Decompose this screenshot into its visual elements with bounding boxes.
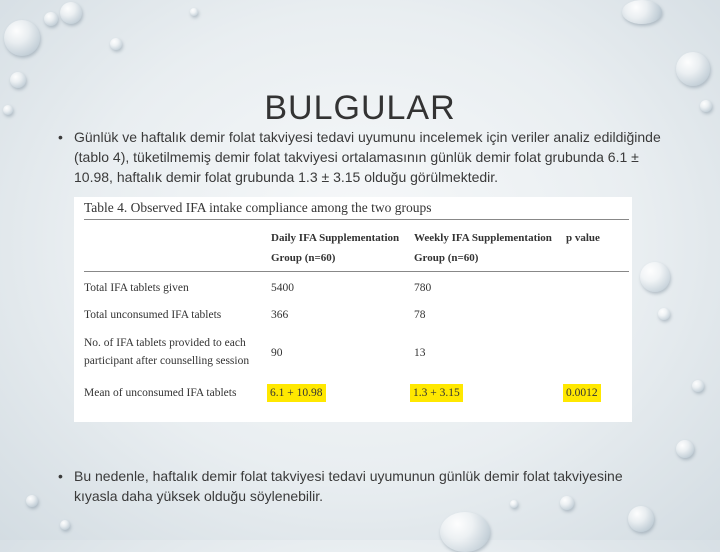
cell-daily: 90 xyxy=(271,347,283,359)
water-drop-decoration xyxy=(26,495,38,507)
water-drop-decoration xyxy=(692,380,704,392)
cell-weekly: 78 xyxy=(414,309,426,321)
highlighted-cell-daily: 6.1 + 10.98 xyxy=(267,384,326,402)
highlighted-cell-p-value: 0.0012 xyxy=(563,384,601,402)
water-drop-decoration xyxy=(676,440,694,458)
bullet-item xyxy=(58,466,668,506)
water-drop-decoration xyxy=(60,2,82,24)
water-drop-decoration xyxy=(10,72,26,88)
water-drop-decoration xyxy=(628,506,654,532)
column-header-daily-n: Group (n=60) xyxy=(271,252,336,264)
water-drop-decoration xyxy=(60,520,70,530)
water-drop-decoration xyxy=(622,0,662,24)
table-caption: Table 4. Observed IFA intake compliance among the two groups xyxy=(84,200,432,215)
bullet-text: Günlük ve haftalık demir folat takviyesi tedavi uyumunu incelemek için veriler analiz edildiğinde (tablo 4), tüketilmemiş demir folat takviyesi ortalamasının günlük demir folat grubunda 6.1 ± 10.98, haftalık demir folat grubunda 1.3 ± 3.15 olduğu görülmektedir. xyxy=(74,129,661,185)
water-drop-decoration xyxy=(658,308,670,320)
cell-daily: 5400 xyxy=(271,282,294,294)
water-drop-decoration xyxy=(4,20,40,56)
column-header-daily: Daily IFA Supplementation xyxy=(271,232,400,244)
water-drop-decoration xyxy=(44,12,58,26)
cell-weekly: 780 xyxy=(414,282,432,294)
water-drop-decoration xyxy=(640,262,670,292)
bullet-symbol: • xyxy=(58,129,63,145)
table-rule xyxy=(84,271,629,272)
slide-title: BULGULAR xyxy=(264,89,456,127)
column-header-weekly-n: Group (n=60) xyxy=(414,252,479,264)
row-label: Total unconsumed IFA tablets xyxy=(84,309,222,321)
row-label-continued: participant after counselling session xyxy=(84,355,250,367)
water-drop-decoration xyxy=(440,512,490,552)
column-header-weekly: Weekly IFA Supplementation xyxy=(414,232,552,244)
water-drop-decoration xyxy=(110,38,122,50)
row-label: Mean of unconsumed IFA tablets xyxy=(84,387,237,399)
cell-weekly: 13 xyxy=(414,347,426,359)
bullet-text: Bu nedenle, haftalık demir folat takviyesi tedavi uyumunun günlük demir folat takviyesine kıyasla daha yüksek olduğu söylenebilir. xyxy=(74,468,623,504)
bullet-symbol: • xyxy=(58,468,63,484)
data-table-image xyxy=(74,197,632,422)
water-drop-decoration xyxy=(676,52,710,86)
row-label: Total IFA tablets given xyxy=(84,282,189,294)
row-label: No. of IFA tablets provided to each xyxy=(84,337,246,349)
bullet-item xyxy=(58,127,668,199)
highlighted-cell-weekly: 1.3 + 3.15 xyxy=(410,384,463,402)
cell-daily: 366 xyxy=(271,309,289,321)
table-rule xyxy=(84,219,629,220)
water-drop-decoration xyxy=(190,8,198,16)
column-header-p-value: p value xyxy=(566,232,600,244)
